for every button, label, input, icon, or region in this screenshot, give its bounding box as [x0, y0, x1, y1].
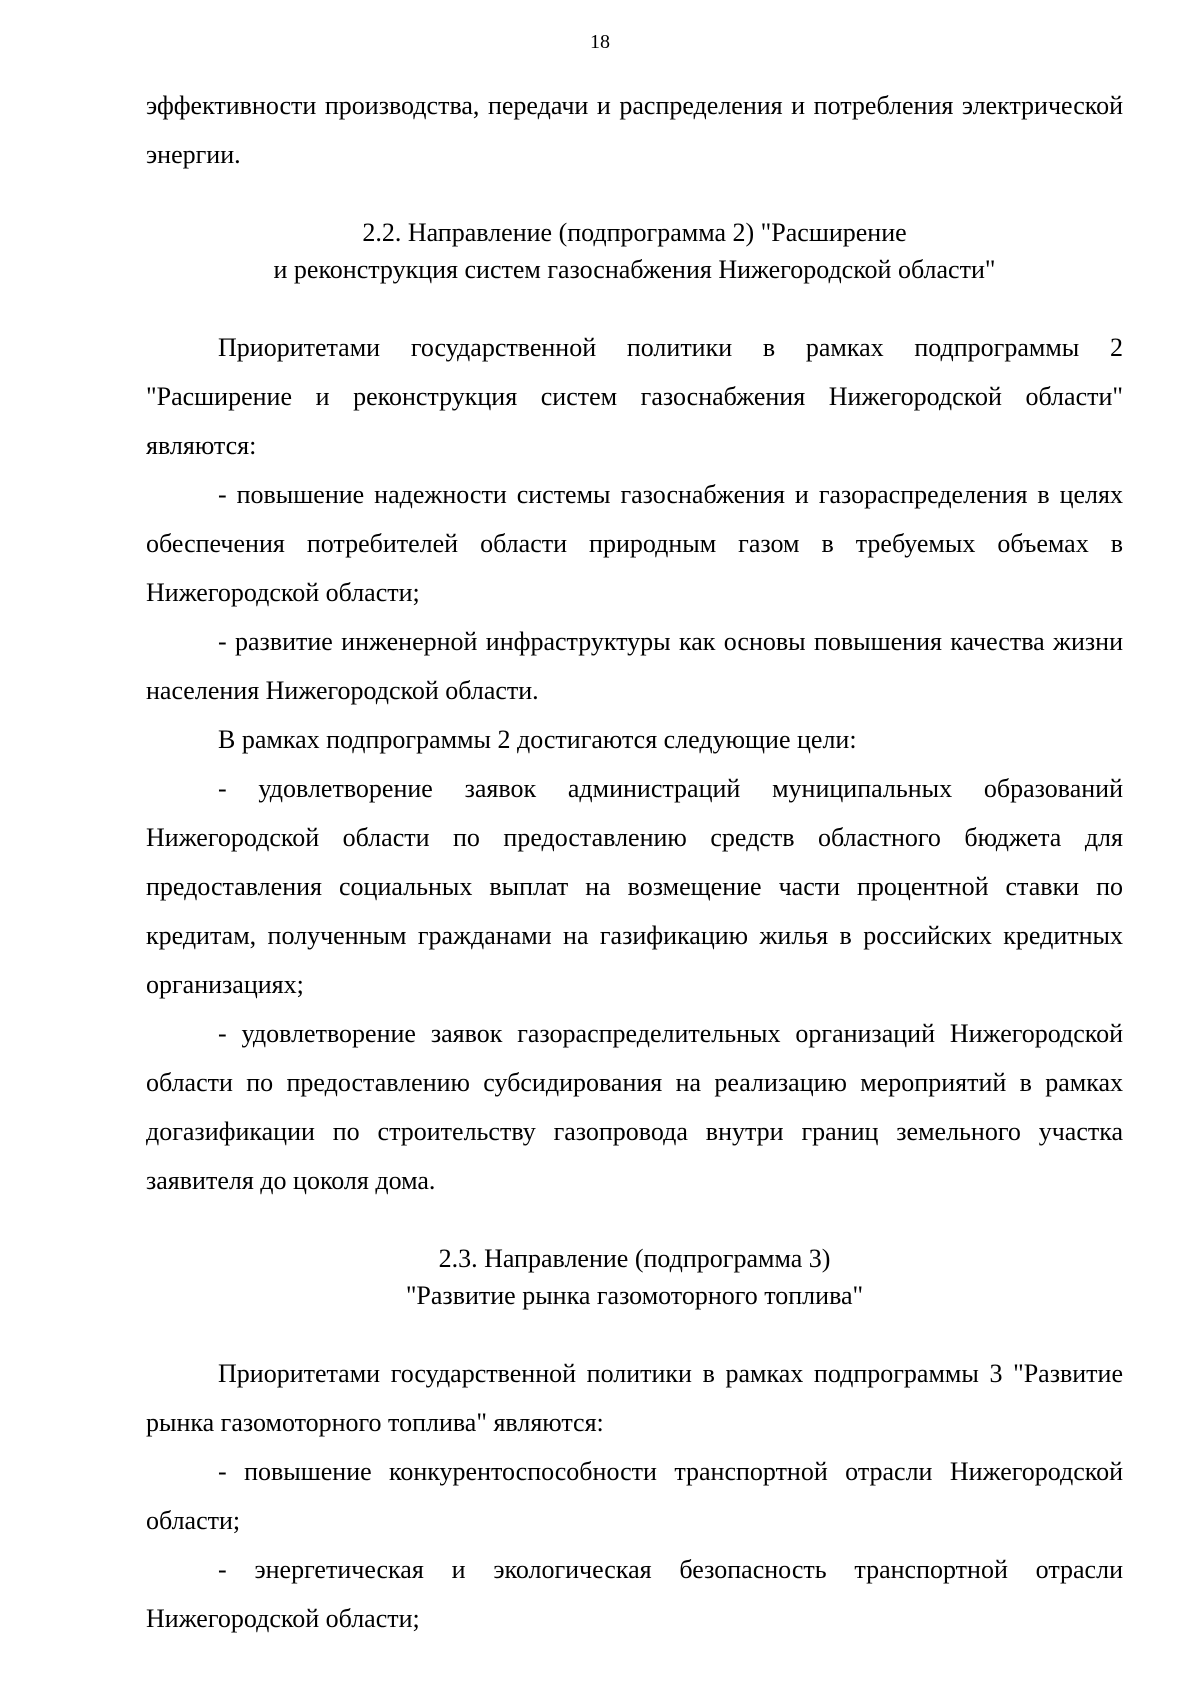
section-2-3-paragraph-safety: - энергетическая и экологическая безопасность транспортной отрасли Нижегородской области; [146, 1555, 1123, 1633]
section-2-3-paragraph-priorities: Приоритетами государственной политики в рамках подпрограммы 3 "Развитие рынка газомоторного топлива" являются: [146, 1359, 1123, 1437]
section-2-2-paragraph-gas-distribution-requests: - удовлетворение заявок газораспределительных организаций Нижегородской области по предоставлению субсидирования на реализацию мероприятий в рамках догазификации по строительству газопровода внутри границ земельного участка заявителя до цоколя дома. [146, 1019, 1123, 1195]
section-2-2-heading-line1: 2.2. Направление (подпрограмма 2) "Расширение [362, 218, 907, 247]
section-2-2-paragraph-goals: В рамках подпрограммы 2 достигаются следующие цели: [218, 725, 857, 754]
page-number: 18 [590, 31, 610, 53]
section-2-3-heading [146, 1240, 1123, 1314]
section-2-2-heading [146, 214, 1123, 288]
section-2-2-heading-line2: и реконструкция систем газоснабжения Нижегородской области" [273, 255, 996, 284]
document-body [146, 81, 1123, 1643]
section-2-2-paragraph-infrastructure: - развитие инженерной инфраструктуры как основы повышения качества жизни населения Нижегородской области. [146, 627, 1123, 705]
section-2-3-paragraph-competitiveness: - повышение конкурентоспособности транспортной отрасли Нижегородской области; [146, 1457, 1123, 1535]
section-2-2-paragraph-priorities: Приоритетами государственной политики в рамках подпрограммы 2 "Расширение и реконструкция систем газоснабжения Нижегородской области" являются: [146, 333, 1123, 460]
section-2-2-paragraph-municipal-requests: - удовлетворение заявок администраций муниципальных образований Нижегородской области по предоставлению средств областного бюджета для предоставления социальных выплат на возмещение части процентной ставки по кредитам, полученным гражданами на газификацию жилья в российских кредитных организациях; [146, 774, 1123, 999]
section-2-2-paragraph-reliability: - повышение надежности системы газоснабжения и газораспределения в целях обеспечения потребителей области природным газом в требуемых объемах в Нижегородской области; [146, 480, 1123, 607]
section-2-3-heading-line2: "Развитие рынка газомоторного топлива" [405, 1281, 864, 1310]
section-2-3-heading-line1: 2.3. Направление (подпрограмма 3) [438, 1244, 831, 1273]
intro-paragraph: эффективности производства, передачи и распределения и потребления электрической энергии. [146, 91, 1123, 169]
